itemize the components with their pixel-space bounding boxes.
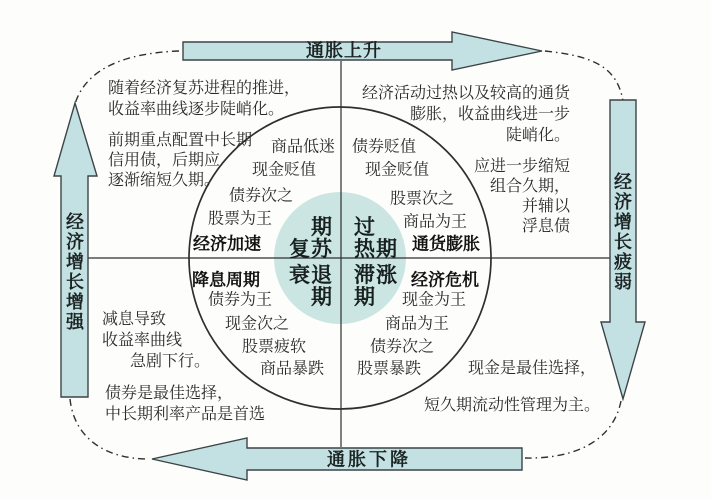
period-line: 滞涨 [354,263,398,287]
note-line: 收益率曲线逐步陡峭化。 [108,101,285,118]
stagflation-asset: 商品为王 [384,315,450,333]
note-overheat-allocation [474,157,570,237]
stagflation-period-label [354,264,398,308]
note-line: 经济活动过热以及较高的通货 [361,85,570,102]
note-line: 前期重点配置中长期 [108,132,253,149]
period-line: 过 [354,215,376,239]
overheat-asset: 股票次之 [389,190,455,208]
note-line: 逐渐缩短久期。 [108,172,221,189]
recovery-period-label [289,216,333,260]
recovery-asset: 商品低迷 [270,138,336,156]
period-line: 期 [311,215,333,239]
stagflation-asset: 股票暴跌 [356,360,422,378]
overheat-asset: 债券贬值 [351,138,417,156]
note-line: 收益率曲线 [102,332,183,349]
inflation-down-label: 通胀下降 [327,449,411,470]
recession-asset: 股票疲软 [241,338,307,356]
note-line: 膨胀，收益曲线进一步 [409,106,570,123]
stagflation-asset: 现金为王 [401,291,467,309]
overheat-asset: 商品为王 [402,213,468,231]
note-line: 浮息债 [521,218,570,235]
growth-strong-label: 经济增长增强 [66,212,84,332]
note-line: 应进一步缩短 [473,158,570,175]
stagflation-stage-label: 经济危机 [411,270,479,290]
recovery-asset: 债券次之 [228,187,294,205]
stagflation-asset: 债券次之 [369,338,435,356]
period-line: 复苏 [289,237,333,261]
recession-asset: 债券为王 [207,291,273,309]
note-line: 债券是最佳选择， [105,385,234,402]
note-line: 急剧下行。 [130,353,211,370]
inflation-up-label: 通胀上升 [306,40,382,61]
overheat-stage-label: 通货膨胀 [412,234,480,254]
recovery-asset: 现金贬值 [251,161,317,179]
note-line: 组合久期， [489,178,570,195]
note-line: 中长期利率产品是首选 [105,406,266,423]
note-line: 陡峭化。 [505,127,570,144]
note-stagflation-liquidity: 短久期流动性管理为主。 [424,397,601,414]
period-line: 期 [311,285,333,309]
recession-asset: 商品暴跌 [259,360,325,378]
note-line: 并辅以 [521,198,570,215]
note-recession-allocation [105,383,265,425]
recession-stage-label: 降息周期 [192,270,260,290]
note-line: 随着经济复苏进程的推进， [108,80,301,97]
note-line: 信用债，后期应 [108,152,221,169]
overheat-period-label [354,216,398,260]
note-stagflation-cash: 现金是最佳选择， [468,360,597,377]
note-recession-yield-curve [102,309,210,372]
period-line: 衰退 [289,263,333,287]
period-line: 期 [354,285,376,309]
period-line: 热期 [354,237,398,261]
growth-weak-label: 经济增长疲弱 [614,172,632,292]
note-recovery-allocation [108,131,252,191]
recovery-asset: 股票为王 [207,210,273,228]
recession-asset: 现金次之 [224,315,290,333]
recovery-stage-label: 经济加速 [193,234,261,254]
recession-period-label [289,264,333,308]
overheat-asset: 现金贬值 [364,161,430,179]
note-line: 减息导致 [102,311,167,328]
note-recovery-yield-curve [108,78,300,120]
